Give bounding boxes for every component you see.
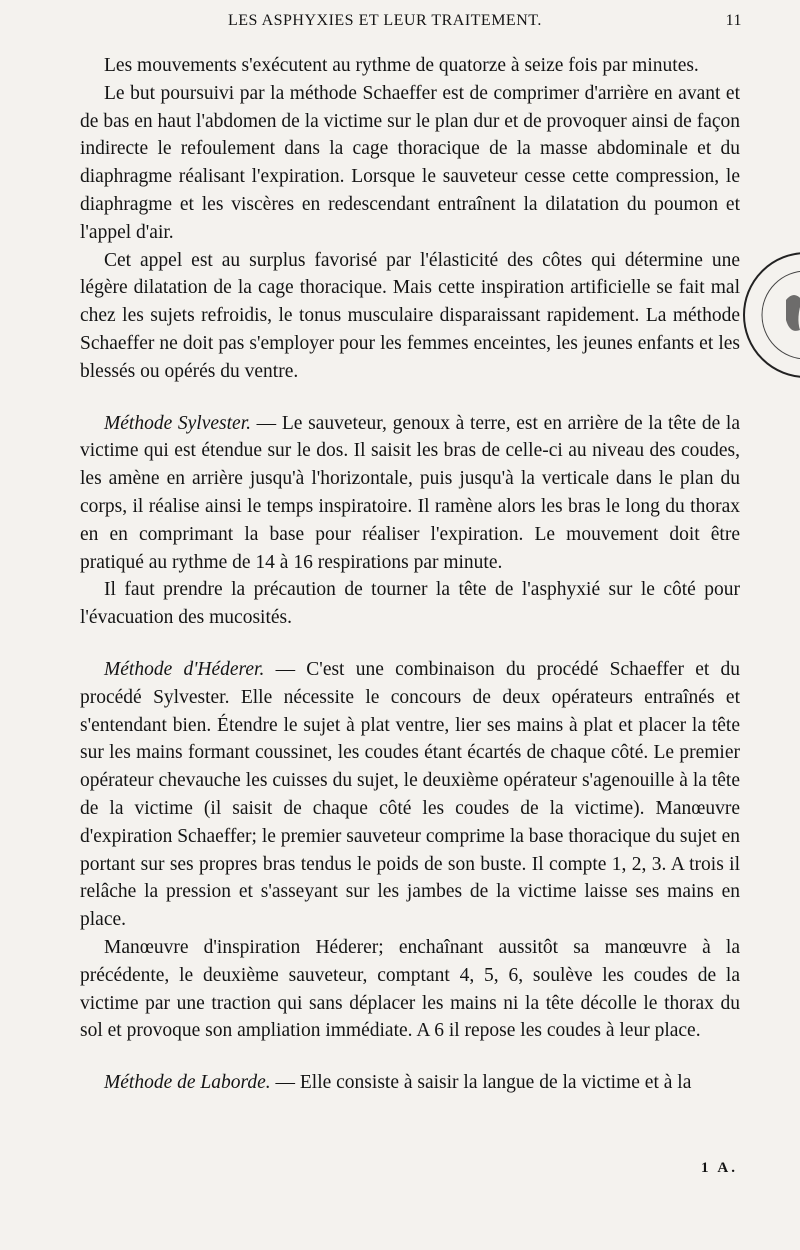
paragraph: Manœuvre d'inspiration Héderer; enchaînant aussitôt sa manœuvre à la précédente, le deuxième sauveteur, comptant 4, 5, 6, soulève les coudes de la victime par une traction qui sans déplacer les mains ni la tête décolle le thorax du sol et provoque son ampliation immédiate. A 6 il repose les coudes à leur place.: [80, 936, 740, 1042]
paragraph: Le but poursuivi par la méthode Schaeffer est de comprimer d'arrière en avant et de bas en haut l'abdomen de la victime sur le plan dur et de provoquer ainsi de façon indirecte le refoulement dans la cage thoracique de la masse abdominale et du diaphragme réalisant l'expiration. Lorsque le sauveteur cesse cette compression, le diaphragme et les viscères en redescendant entraînent la dilatation du poumon et l'appel d'air.: [80, 82, 740, 243]
page-number: 11: [725, 12, 742, 29]
signature-mark: 1 A.: [700, 1160, 738, 1176]
method-heading: Méthode de Laborde.: [104, 1072, 271, 1094]
method-heading: Méthode Sylvester.: [104, 412, 251, 434]
paragraph: Il faut prendre la précaution de tourner la tête de l'asphyxié sur le côté pour l'évacuation des mucosités.: [80, 579, 740, 629]
running-header: [78, 12, 742, 38]
library-stamp-icon: [736, 240, 800, 390]
paragraph-laborde: Méthode de Laborde. — Elle consiste à saisir la langue de la victime et à la: [104, 1072, 692, 1094]
paragraph-hederer: Méthode d'Héderer. — C'est une combinaison du procédé Schaeffer et du procédé Sylvester. Elle nécessite le concours de deux opérateurs entraînés et s'entendant bien. Étendre le sujet à plat ventre, lier ses mains à plat et placer la tête sur les mains formant coussinet, les coudes étant écartés de chaque côté. Le premier opérateur chevauche les cuisses du sujet, le deuxième opérateur s'agenouille à la tête de la victime (il saisit de chaque côté les coudes de la victime). Manœuvre d'expiration Schaeffer; le premier sauveteur comprime la base thoracique du sujet en portant sur ses propres bras tendus le poids de son buste. Il compte 1, 2, 3. A trois il relâche la pression et s'asseyant sur les jambes de la victime laisse ses mains en place.: [80, 658, 740, 931]
body-text: [80, 52, 740, 1097]
paragraph: Cet appel est au surplus favorisé par l'élasticité des côtes qui détermine une légère dilatation de la cage thoracique. Mais cette inspiration artificielle se fait mal chez les sujets refroidis, le tonus musculaire disparaissant rapidement. La méthode Schaeffer ne doit pas s'employer pour les femmes enceintes, les jeunes enfants et les blessés ou opérés du ventre.: [80, 249, 740, 382]
method-heading: Méthode d'Héderer.: [104, 658, 265, 680]
paragraph: Les mouvements s'exécutent au rythme de quatorze à seize fois par minutes.: [104, 55, 699, 76]
running-title: LES ASPHYXIES ET LEUR TRAITEMENT.: [228, 12, 542, 29]
paragraph-sylvester: Méthode Sylvester. — Le sauveteur, genoux à terre, est en arrière de la tête de la victime qui est étendue sur le dos. Il saisit les bras de celle-ci au niveau des coudes, les amène en arrière jusqu'à l'horizontale, puis jusqu'à la verticale dans le plan du corps, il réalise ainsi le temps inspiratoire. Il ramène alors les bras le long du thorax en en comprimant la base pour réaliser l'expiration. Le mouvement doit être pratiqué au rythme de 14 à 16 respirations par minute.: [80, 412, 740, 573]
